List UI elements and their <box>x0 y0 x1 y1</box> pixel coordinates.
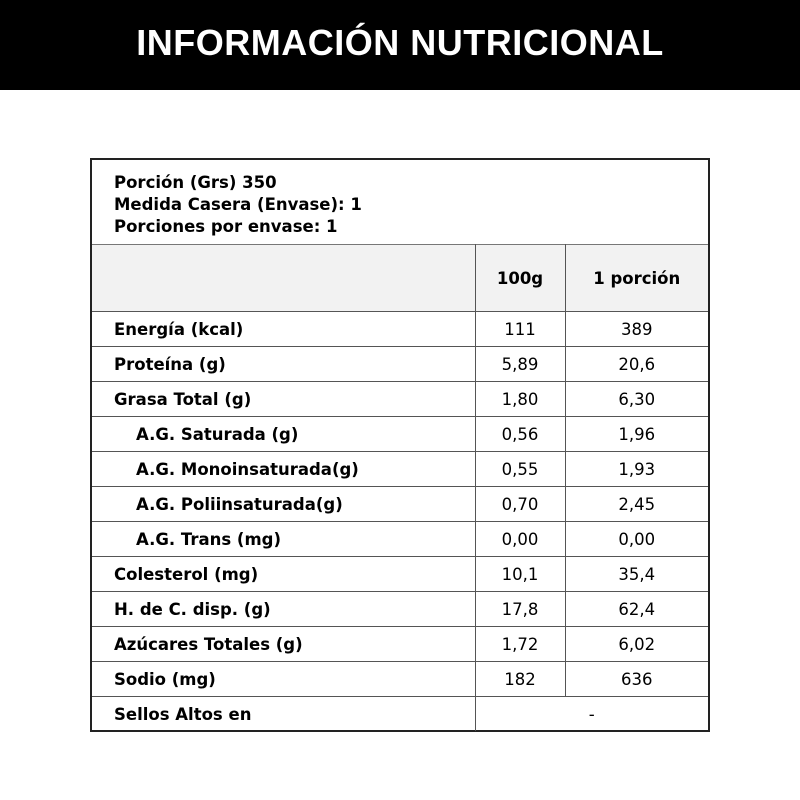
value-per-portion: 62,4 <box>565 592 708 627</box>
value-per-100g: 182 <box>475 662 565 697</box>
value-per-portion: 2,45 <box>565 487 708 522</box>
table-row <box>92 557 708 592</box>
value-per-portion: 35,4 <box>565 557 708 592</box>
nutrient-name: Proteína (g) <box>92 347 475 382</box>
value-per-portion: 1,93 <box>565 452 708 487</box>
value-per-portion: 636 <box>565 662 708 697</box>
nutrient-name: Colesterol (mg) <box>92 557 475 592</box>
value-per-100g: 0,55 <box>475 452 565 487</box>
table-row <box>92 347 708 382</box>
nutrition-table <box>92 244 708 731</box>
value-per-100g: 0,00 <box>475 522 565 557</box>
servings-per-container: Porciones por envase: 1 <box>114 217 338 236</box>
value-per-100g: 17,8 <box>475 592 565 627</box>
table-row <box>92 627 708 662</box>
value-per-100g: 1,72 <box>475 627 565 662</box>
table-row <box>92 592 708 627</box>
page-title: INFORMACIÓN NUTRICIONAL <box>136 22 664 63</box>
table-row <box>92 312 708 347</box>
nutrient-name: A.G. Trans (mg) <box>92 522 475 557</box>
portion-info <box>92 160 708 244</box>
table-row <box>92 452 708 487</box>
table-row <box>92 382 708 417</box>
nutrient-name: H. de C. disp. (g) <box>92 592 475 627</box>
value-per-portion: 0,00 <box>565 522 708 557</box>
value-per-portion: 389 <box>565 312 708 347</box>
nutrient-name: Sodio (mg) <box>92 662 475 697</box>
value-per-100g: 111 <box>475 312 565 347</box>
value-per-100g: 0,70 <box>475 487 565 522</box>
nutrient-name: Grasa Total (g) <box>92 382 475 417</box>
household-measure: Medida Casera (Envase): 1 <box>114 195 362 214</box>
column-header-per-100g: 100g <box>475 245 565 312</box>
table-header-row <box>92 245 708 312</box>
nutrition-label <box>90 158 710 732</box>
sellos-row <box>92 697 708 732</box>
nutrient-name: A.G. Poliinsaturada(g) <box>92 487 475 522</box>
column-header-nutrient <box>92 245 475 312</box>
nutrient-name: A.G. Monoinsaturada(g) <box>92 452 475 487</box>
value-per-portion: 20,6 <box>565 347 708 382</box>
nutrient-name: Azúcares Totales (g) <box>92 627 475 662</box>
value-per-portion: 6,02 <box>565 627 708 662</box>
value-per-100g: 10,1 <box>475 557 565 592</box>
value-per-portion: 1,96 <box>565 417 708 452</box>
value-per-100g: 1,80 <box>475 382 565 417</box>
value-per-portion: 6,30 <box>565 382 708 417</box>
sellos-label: Sellos Altos en <box>92 697 475 732</box>
value-per-100g: 0,56 <box>475 417 565 452</box>
sellos-value: - <box>475 697 708 732</box>
nutrient-name: Energía (kcal) <box>92 312 475 347</box>
value-per-100g: 5,89 <box>475 347 565 382</box>
nutrient-name: A.G. Saturada (g) <box>92 417 475 452</box>
title-banner <box>0 0 800 90</box>
portion-size: Porción (Grs) 350 <box>114 173 277 192</box>
table-row <box>92 487 708 522</box>
table-row <box>92 522 708 557</box>
table-row <box>92 662 708 697</box>
table-row <box>92 417 708 452</box>
column-header-per-portion: 1 porción <box>565 245 708 312</box>
